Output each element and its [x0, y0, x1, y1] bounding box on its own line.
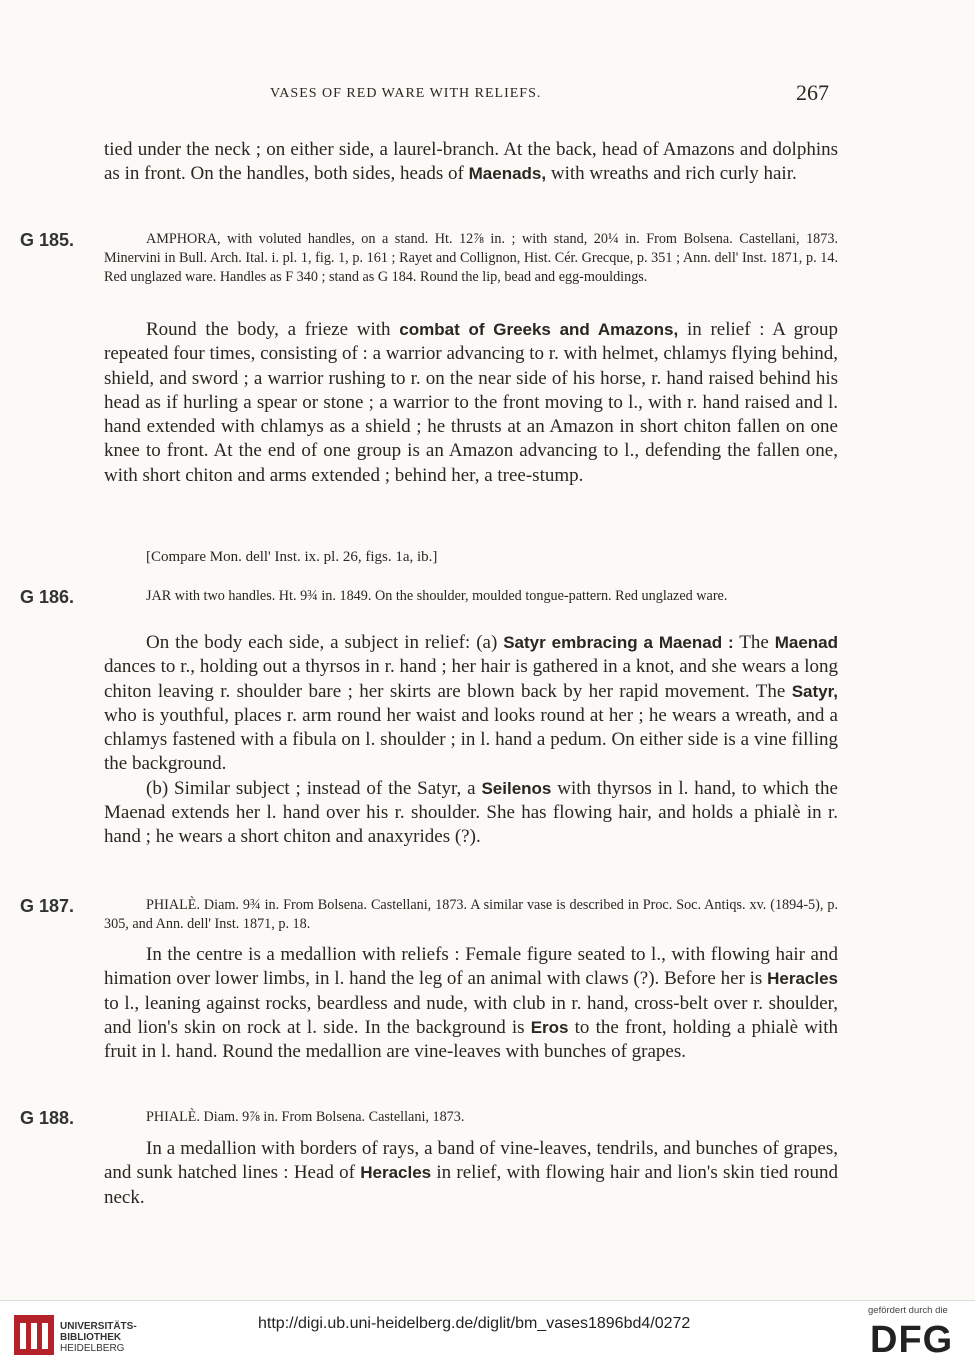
running-head: VASES OF RED WARE WITH RELIEFS. — [270, 86, 542, 101]
digitization-footer — [0, 1300, 975, 1369]
compare-note-g185: [Compare Mon. dell' Inst. ix. pl. 26, figs. 1a, ib.] — [146, 549, 438, 565]
intro-paragraph: tied under the neck ; on either side, a laurel-branch. At the back, head of Amazons and dolphins as in front. On the handles, both sides, heads of Maenads, with wreaths and rich curly hair. — [104, 139, 838, 185]
entry-body-g188: In a medallion with borders of rays, a band of vine-leaves, tendrils, and bunches of grapes, and sunk hatched lines : Head of Heracles in relief, with flowing hair and lion's skin tied round neck. — [104, 1138, 838, 1208]
bold-term: Maenad — [774, 633, 838, 652]
dfg-logo: DFG — [870, 1319, 954, 1361]
university-library-logo-icon — [14, 1315, 54, 1355]
bold-term: Eros — [530, 1017, 569, 1037]
bold-term: Heracles — [360, 1163, 432, 1183]
bold-term: combat of Greeks and Amazons, — [399, 320, 679, 339]
bold-term: Seilenos — [481, 778, 552, 798]
bold-term: Satyr embracing a Maenad : — [503, 633, 734, 652]
catalogue-number-g185: G 185. — [20, 230, 75, 250]
library-name: UNIVERSITÄTS- BIBLIOTHEK HEIDELBERG — [60, 1321, 137, 1354]
catalogue-number-g186: G 186. — [20, 587, 75, 607]
entry-head-g185: AMPHORA, with voluted handles, on a stand. Ht. 12⅞ in. ; with stand, 20¼ in. From Bolsena. Castellani, 1873. Minervini in Bull. Arch. Ital. i. pl. 1, fig. 1, p. 161 ; Rayet and Collignon, Hist. Cér. Grecque, p. 351 ; Ann. dell' Inst. 1871, p. 14. Red unglazed ware. Handles as F 340 ; stand as G 184. Round the lip, bead and egg-mouldings. — [104, 231, 838, 285]
entry-head-g187: PHIALÈ. Diam. 9¾ in. From Bolsena. Castellani, 1873. A similar vase is described in Proc. Soc. Antiqs. xv. (1894-5), p. 305, and Ann. dell' Inst. 1871, p. 18. — [104, 897, 838, 932]
bold-term: Heracles — [767, 969, 838, 989]
entry-body-g185: Round the body, a frieze with combat of Greeks and Amazons, in relief : A group repeated four times, consisting of : a warrior advancing to r. with helmet, chlamys flying behind, shield, and sword ; a warrior rushing to r. on the near side of his horse, r. hand raised behind his head as if hurling a spear or stone ; a warrior to the front moving to l., with r. hand raised and l. hand extended with chlamys as a shield ; he thrusts at an Amazon in short chiton fallen on one knee to front. At the end of one group is an Amazon advancing to l., defending the fallen one, with short chiton and arms extended ; behind her, a tree-stump. — [104, 319, 838, 486]
page-number: 267 — [796, 80, 829, 105]
catalogue-number-g188: G 188. — [20, 1108, 75, 1128]
catalogue-number-g187: G 187. — [20, 896, 75, 916]
permalink-url[interactable]: http://digi.ub.uni-heidelberg.de/diglit/bm_vases1896bd4/0272 — [258, 1315, 691, 1332]
entry-head-g188: PHIALÈ. Diam. 9⅞ in. From Bolsena. Castellani, 1873. — [146, 1109, 465, 1125]
entry-head-g186: JAR with two handles. Ht. 9¾ in. 1849. On the shoulder, moulded tongue-pattern. Red unglazed ware. — [146, 588, 728, 604]
bold-term: Maenads, — [468, 164, 547, 184]
bold-term: Satyr, — [791, 681, 838, 701]
entry-body-g186: On the body each side, a subject in relief: (a) Satyr embracing a Maenad : The Maenad dances to r., holding out a thyrsos in r. hand ; her hair is gathered in a knot, and she wears a long chiton leaving r. shoulder bare ; her skirts are blown back by her rapid movement. The Satyr, who is youthful, places r. arm round her waist and looks round at her ; he wears a wreath, and a chlamys fastened with a fibula on l. shoulder ; in l. hand a pedum. On either side is a vine filling the background. (b) Similar subject ; instead of the Satyr, a Seilenos with thyrsos in l. hand, to which the Maenad extends her l. hand over his r. shoulder. She has flowing hair, and holds a phialè in r. hand ; he wears a short chiton and anaxyrides (?). — [104, 632, 838, 848]
entry-body-g187: In the centre is a medallion with reliefs : Female figure seated to l., with flowing hair and himation over lower limbs, in l. hand the leg of an animal with claws (?). Before her is Heracles to l., leaning against rocks, beardless and nude, with club in r. hand, cross-belt over r. shoulder, and lion's skin on rock at l. side. In the background is Eros to the front, holding a phialè with fruit in l. hand. Round the medallion are vine-leaves with bunches of grapes. — [104, 944, 838, 1063]
funded-by-text: gefördert durch die — [868, 1305, 948, 1316]
